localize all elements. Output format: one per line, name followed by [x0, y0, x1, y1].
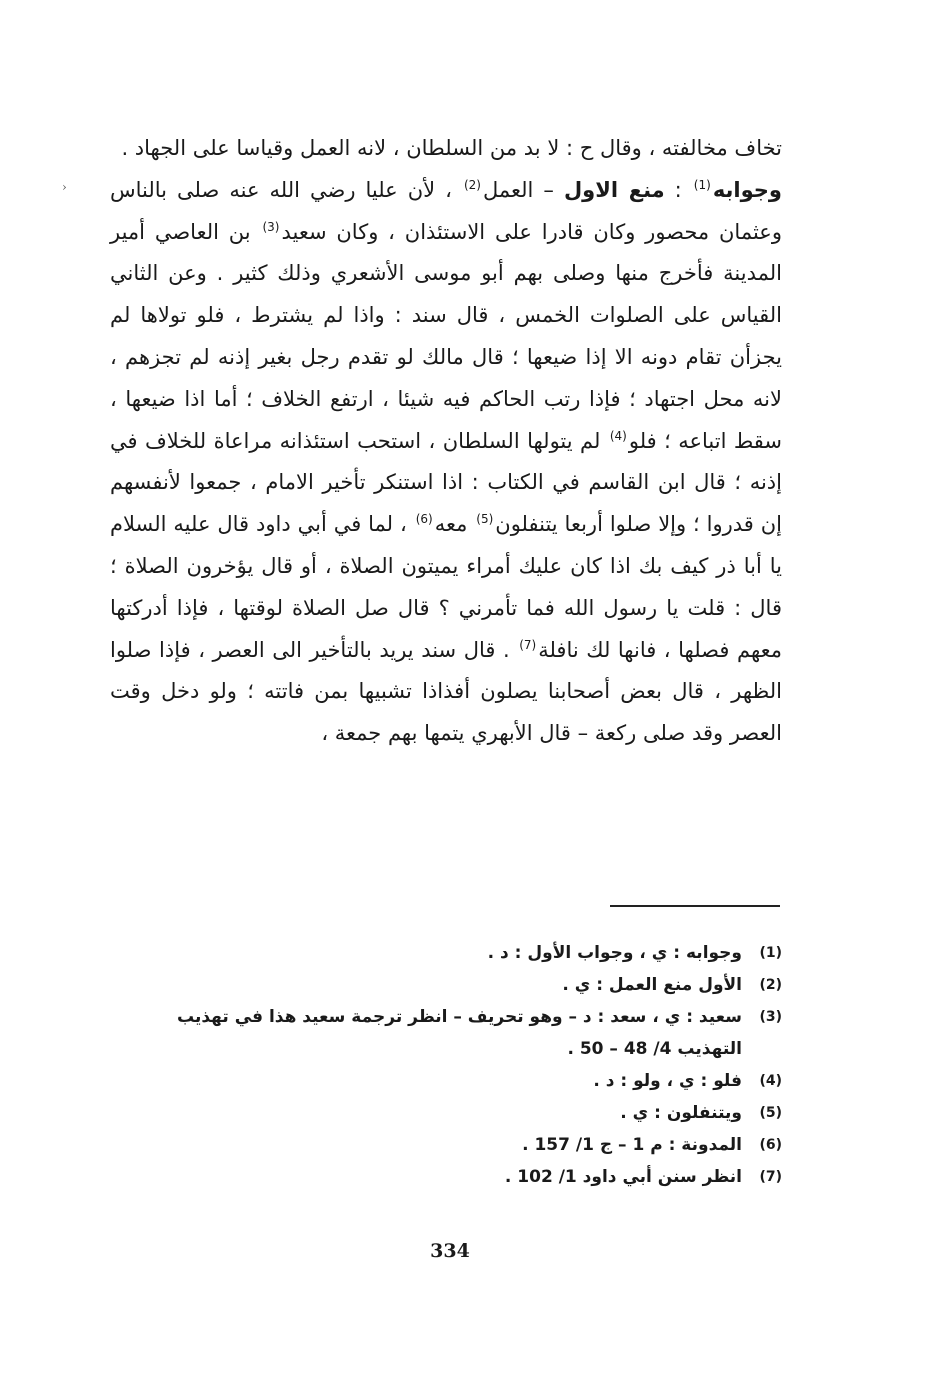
text-colon: :: [664, 177, 692, 202]
footnote-ref-3: (3): [262, 219, 280, 234]
footnote-number: (1): [759, 945, 782, 961]
text-segment-4: لم يتولها السلطان ، استحب استئذانه مراعاة للخلاف في إذنه ؛ قال ابن القاسم في الكتاب : اذا استنكر تأخير الامام ، جمعوا لأنفسهم إن قدروا ؛ وإلا صلوا أربعا يتنفلون: [110, 428, 782, 537]
footnote-number: (6): [759, 1137, 782, 1153]
footnote-ref-6: (6): [415, 512, 433, 527]
footnote-item: [110, 1161, 782, 1193]
answer-label: وجوابه: [712, 177, 782, 202]
text-segment-1: – العمل: [482, 177, 564, 202]
footnote-ref-1: (1): [693, 177, 711, 192]
text-segment-5: معه: [434, 512, 475, 537]
footnote-item: [110, 1065, 782, 1097]
footnote-text: المدونة : م 1 – ج 1/ 157 .: [522, 1135, 742, 1155]
footnote-text: فلو : ي ، ولو : د .: [593, 1071, 742, 1091]
page-number: 334: [430, 1240, 470, 1262]
footnote-item: [110, 1097, 782, 1129]
footnote-ref-4: (4): [609, 428, 627, 443]
footnote-number: (5): [759, 1105, 782, 1121]
paragraph-2: [110, 170, 782, 755]
footnotes: [110, 937, 782, 1193]
paragraph-1: تخاف مخالفته ، وقال ح : لا بد من السلطان ، لانه العمل وقياسا على الجهاد .: [121, 136, 782, 160]
main-text: [110, 128, 782, 755]
footnote-text: وجوابه : ي ، وجواب الأول : د .: [487, 943, 742, 963]
footnote-divider: [610, 905, 780, 907]
footnote-text: سعيد : ي ، سعد : د – وهو تحريف – انظر ترجمة سعيد هذا في تهذيب التهذيب 4/ 48 – 50 .: [176, 1007, 742, 1059]
footnote-text: ويتنفلون : ي .: [620, 1103, 742, 1123]
text-segment-6: ، لما في أبي داود قال عليه السلام يا أبا ذر كيف بك اذا كان عليك أمراء يميتون الصلاة ، أو قال يؤخرون الصلاة ؛ قال : قلت يا رسول الله فما تأمرني ؟ قال صل الصلاة لوقتها ، فإذا أدركتها معهم فصلها ، فانها لك نافلة: [110, 512, 782, 662]
text-segment-3: بن العاصي أمير المدينة فأخرج منها وصلى بهم أبو موسى الأشعري وذلك كثير . وعن الثاني القياس على الصلوات الخمس ، قال سند : واذا لم يشترط ، فلو تولاها لم يجزأن تقام دونه الا إذا ضيعها ؛ قال مالك لو تقدم رجل بغير إذنه لم تجزهم ، لانه محل اجتهاد ؛ فإذا رتب الحاكم فيه شيئا ، ارتفع الخلاف ؛ أما اذا ضيعها ، سقط اتباعه ؛ فلو: [110, 219, 782, 453]
footnote-number: (2): [759, 977, 782, 993]
footnote-ref-7: (7): [519, 637, 537, 652]
footnote-item: [110, 937, 782, 969]
footnote-item: [110, 1129, 782, 1161]
text-segment-2: ، لأن عليا رضي الله عنه صلى بالناس وعثمان محصور وكان قادرا على الاستئذان ، وكان سعيد: [110, 177, 782, 244]
margin-mark: ›: [62, 180, 67, 194]
footnote-item: [110, 969, 782, 1001]
footnote-ref-2: (2): [463, 177, 481, 192]
footnote-text: الأول منع العمل : ي .: [562, 975, 742, 995]
footnote-item: [110, 1001, 782, 1065]
first-point-label: منع الاول: [563, 177, 665, 202]
text-segment-7: . قال سند يريد بالتأخير الى العصر ، فإذا صلوا الظهر ، قال بعض أصحابنا يصلون أفذاذا تشبيها بمن فاتته ؛ ولو دخل وقت العصر وقد صلى ركعة – قال الأبهري يتمها بهم جمعة ،: [110, 637, 782, 746]
footnote-text: انظر سنن أبي داود 1/ 102 .: [504, 1167, 742, 1187]
footnote-number: (7): [759, 1169, 782, 1185]
footnote-ref-5: (5): [476, 512, 494, 527]
footnote-number: (3): [759, 1009, 782, 1025]
footnote-number: (4): [759, 1073, 782, 1089]
